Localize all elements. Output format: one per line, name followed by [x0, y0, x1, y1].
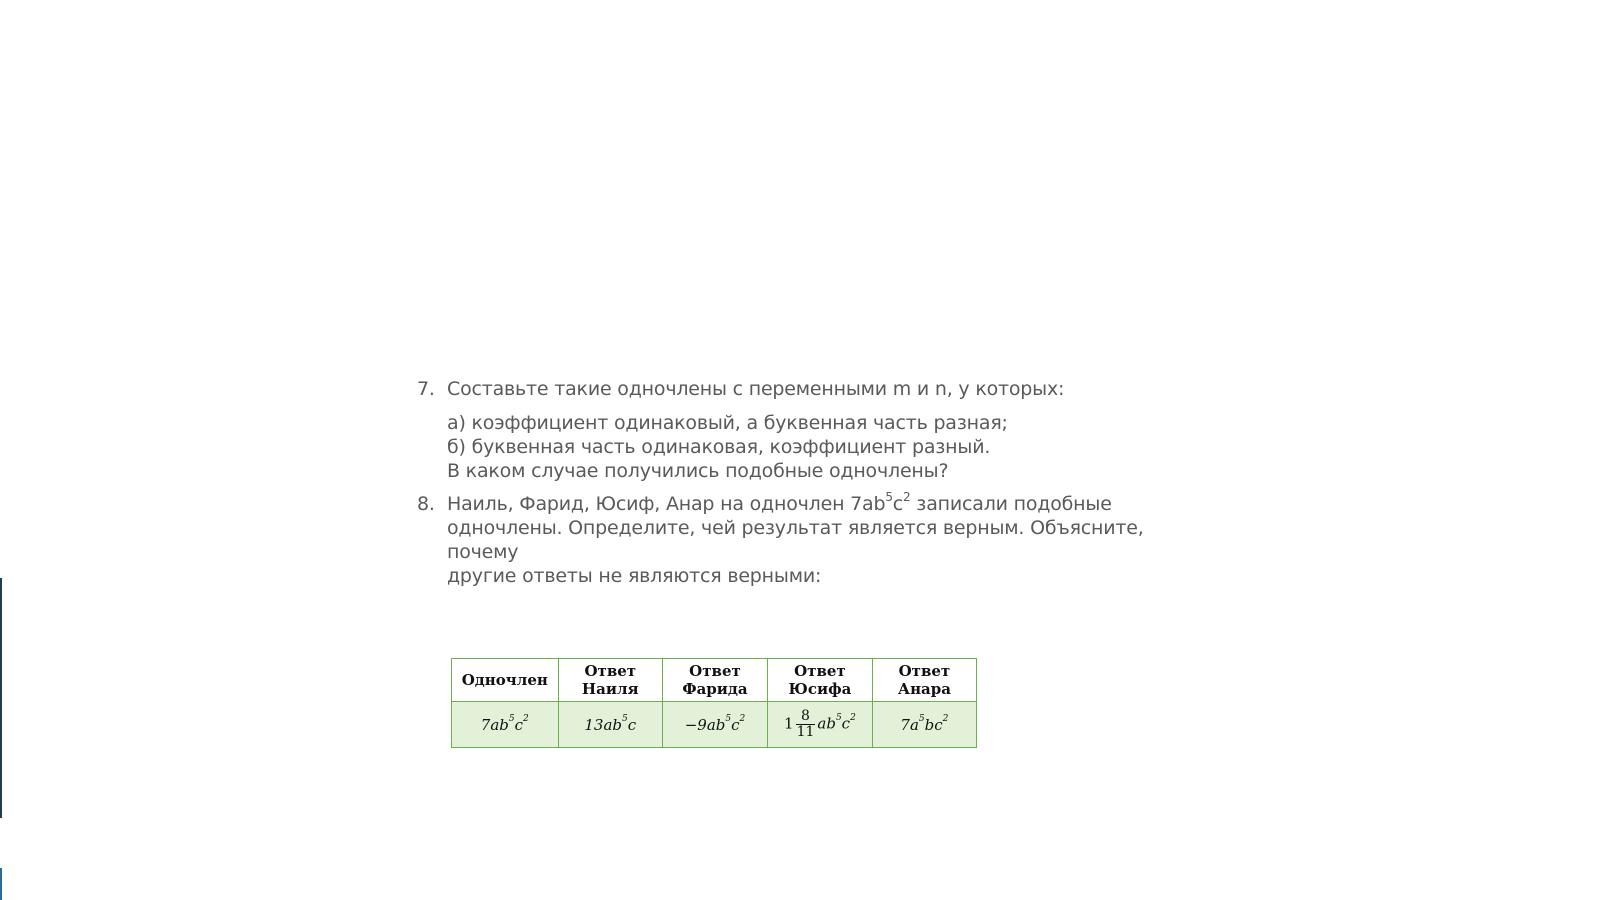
farid-mid: c	[731, 715, 740, 734]
task-8-line-2: одночлены. Определите, чей результат является верным. Объясните, почему	[447, 517, 1144, 563]
cell-anar-answer	[872, 702, 976, 748]
header-monomial-label: Одночлен	[461, 671, 548, 689]
cell-farid-answer	[662, 702, 767, 748]
header-nail	[558, 659, 662, 702]
yusif-whole: 1	[784, 714, 794, 733]
farid-exp-2: 2	[739, 713, 746, 724]
header-anar-line-2: Анара	[897, 680, 951, 698]
nail-mid: c	[627, 715, 637, 734]
answers-table	[451, 658, 977, 748]
task-8-line-3: другие ответы не являются верными:	[447, 565, 822, 587]
header-yusif-line-2: Юсифа	[788, 680, 852, 698]
header-farid-line-2: Фарида	[682, 680, 748, 698]
task-8-line-1-start: Наиль, Фарид, Юсиф, Анар на одночлен 7ab	[447, 493, 886, 515]
monomial-mid: c	[514, 715, 524, 734]
yusif-numerator: 8	[796, 709, 816, 725]
task-7-number: 7.	[417, 378, 435, 400]
farid-exp-1: 5	[725, 713, 732, 724]
header-yusif	[768, 659, 873, 702]
nail-base: 13ab	[584, 715, 623, 734]
monomial-base: 7ab	[480, 715, 509, 734]
header-anar	[872, 659, 976, 702]
header-farid-line-1: Ответ	[689, 662, 741, 680]
task-7-item-a: а) коэффициент одинаковый, а буквенная часть разная;	[447, 412, 1008, 434]
monomial-exp-1: 5	[508, 713, 515, 724]
task-8-variable-c: c	[892, 493, 904, 515]
task-8-line-1	[447, 489, 1177, 516]
left-edge-line	[0, 578, 2, 818]
header-yusif-line-1: Ответ	[794, 662, 846, 680]
table-row	[452, 702, 977, 748]
nail-exp-1: 5	[622, 713, 628, 724]
task-7	[417, 377, 1177, 483]
task-8-number: 8.	[417, 493, 435, 515]
table-header-row	[452, 659, 977, 702]
task-7-text: Составьте такие одночлены с переменными m и n, у которых:	[447, 378, 1065, 400]
task-8-exponent-b: 5	[885, 489, 893, 504]
task-8	[417, 489, 1177, 588]
header-anar-line-1: Ответ	[898, 662, 951, 680]
anar-exp-1: 5	[918, 713, 925, 724]
anar-base: 7a	[900, 715, 919, 734]
task-7-item-b: б) буквенная часть одинаковая, коэффициент разный.	[447, 436, 991, 458]
header-nail-line-2: Наиля	[581, 680, 639, 698]
task-8-line-1-end: записали подобные	[910, 493, 1112, 515]
yusif-denominator: 11	[796, 724, 815, 740]
yusif-exp-2: 2	[850, 712, 856, 723]
cell-nail-answer	[558, 702, 662, 748]
header-nail-line-1: Ответ	[584, 662, 637, 680]
yusif-exp-1: 5	[835, 712, 842, 723]
task-8-exponent-c: 2	[903, 489, 911, 504]
left-edge-line-lower	[0, 868, 2, 900]
header-farid	[662, 659, 767, 702]
cell-monomial	[452, 702, 559, 748]
yusif-base: ab	[817, 714, 836, 733]
task-7-question: В каком случае получились подобные одночлены?	[447, 460, 949, 482]
yusif-fraction	[796, 709, 816, 740]
farid-base: −9ab	[684, 715, 726, 734]
anar-exp-2: 2	[942, 713, 949, 724]
monomial-exp-2: 2	[523, 713, 529, 724]
yusif-mid: c	[841, 714, 851, 733]
anar-mid: bc	[924, 715, 943, 734]
cell-yusif-answer	[768, 702, 873, 748]
header-monomial	[452, 659, 559, 702]
